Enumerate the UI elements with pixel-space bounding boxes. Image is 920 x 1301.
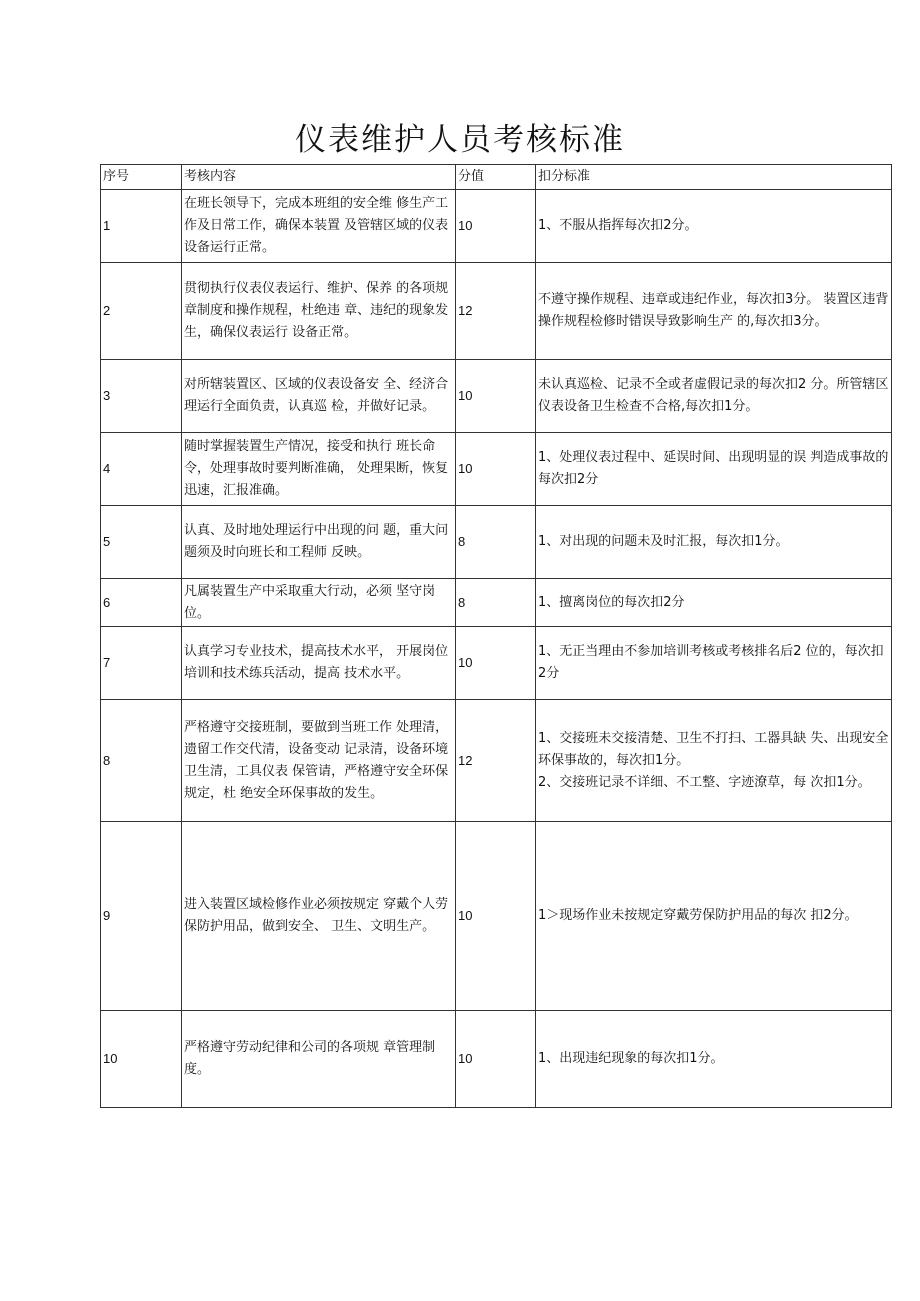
row-content: 随时掌握装置生产情况，接受和执行 班长命令，处理事故时要判断准确， 处理果断，恢复迅速，汇报准确。 — [182, 433, 456, 506]
row-no: 10 — [101, 1011, 182, 1108]
table-row — [101, 822, 892, 1011]
row-no: 5 — [101, 506, 182, 579]
row-content: 在班长领导下，完成本班组的安全维 修生产工作及日常工作，确保本装置 及管辖区域的仪表设备运行正常。 — [182, 190, 456, 263]
row-score: 10 — [456, 190, 536, 263]
row-score: 10 — [456, 822, 536, 1011]
row-score: 10 — [456, 627, 536, 700]
page-title: 仪表维护人员考核标准 — [295, 122, 625, 158]
row-no: 8 — [101, 700, 182, 822]
table-row — [101, 360, 892, 433]
row-content: 严格遵守交接班制，要做到当班工作 处理清，遗留工作交代清，设备变动 记录清，设备环境卫生清，工具仪表 保管请，严格遵守安全环保规定，杜 绝安全环保事故的发生。 — [182, 700, 456, 822]
row-no: 7 — [101, 627, 182, 700]
table-header-row — [101, 165, 892, 190]
header-score: 分值 — [456, 165, 536, 190]
row-content: 严格遵守劳动纪律和公司的各项规 章管理制度。 — [182, 1011, 456, 1108]
row-content: 认真学习专业技术，提高技术水平， 开展岗位培训和技术练兵活动，提高 技术水平。 — [182, 627, 456, 700]
row-score: 10 — [456, 433, 536, 506]
table-row — [101, 190, 892, 263]
row-deduction: 1、处理仪表过程中、延误时间、出现明显的误 判造成事故的每次扣2分 — [536, 433, 892, 506]
assessment-table — [100, 164, 892, 1108]
row-score: 8 — [456, 506, 536, 579]
table-row — [101, 1011, 892, 1108]
row-content: 对所辖装置区、区域的仪表设备安 全、经济合理运行全面负责，认真巡 检，并做好记录。 — [182, 360, 456, 433]
table-row — [101, 627, 892, 700]
header-no: 序号 — [101, 165, 182, 190]
table-row — [101, 506, 892, 579]
row-content: 进入装置区域检修作业必须按规定 穿戴个人劳保防护用品，做到安全、 卫生、文明生产。 — [182, 822, 456, 1011]
row-deduction: 1、交接班未交接清楚、卫生不打扫、工器具缺 失、出现安全环保事故的，每次扣1分。 2、交接班记录不详细、不工整、字迹潦草，每 次扣1分。 — [536, 700, 892, 822]
row-score: 12 — [456, 700, 536, 822]
table-row — [101, 579, 892, 627]
row-deduction: 1＞现场作业未按规定穿戴劳保防护用品的每次 扣2分。 — [536, 822, 892, 1011]
row-score: 8 — [456, 579, 536, 627]
row-deduction: 不遵守操作规程、违章或违纪作业，每次扣3分。 装置区违背操作规程检修时错误导致影响生产 的,每次扣3分。 — [536, 263, 892, 360]
row-content: 凡属装置生产中采取重大行动，必须 坚守岗位。 — [182, 579, 456, 627]
row-no: 6 — [101, 579, 182, 627]
row-no: 4 — [101, 433, 182, 506]
row-score: 12 — [456, 263, 536, 360]
table-row — [101, 700, 892, 822]
row-deduction: 1、对出现的问题未及时汇报，每次扣1分。 — [536, 506, 892, 579]
row-no: 1 — [101, 190, 182, 263]
row-deduction: 1、不服从指挥每次扣2分。 — [536, 190, 892, 263]
row-deduction: 1、无正当理由不参加培训考核或考核排名后2 位的，每次扣2分 — [536, 627, 892, 700]
table-row — [101, 433, 892, 506]
row-score: 10 — [456, 360, 536, 433]
header-content: 考核内容 — [182, 165, 456, 190]
row-content: 认真、及时地处理运行中出现的问 题，重大问题须及时向班长和工程师 反映。 — [182, 506, 456, 579]
row-score: 10 — [456, 1011, 536, 1108]
row-deduction: 1、擅离岗位的每次扣2分 — [536, 579, 892, 627]
row-no: 9 — [101, 822, 182, 1011]
row-deduction: 1、出现违纪现象的每次扣1分。 — [536, 1011, 892, 1108]
table-row — [101, 263, 892, 360]
row-deduction: 未认真巡检、记录不全或者虚假记录的每次扣2 分。所管辖区仪表设备卫生检查不合格,每次扣1分。 — [536, 360, 892, 433]
row-no: 2 — [101, 263, 182, 360]
header-deduction: 扣分标准 — [536, 165, 892, 190]
row-content: 贯彻执行仪表仪表运行、维护、保养 的各项规章制度和操作规程，杜绝违 章、违纪的现象发生，确保仪表运行 设备正常。 — [182, 263, 456, 360]
row-no: 3 — [101, 360, 182, 433]
